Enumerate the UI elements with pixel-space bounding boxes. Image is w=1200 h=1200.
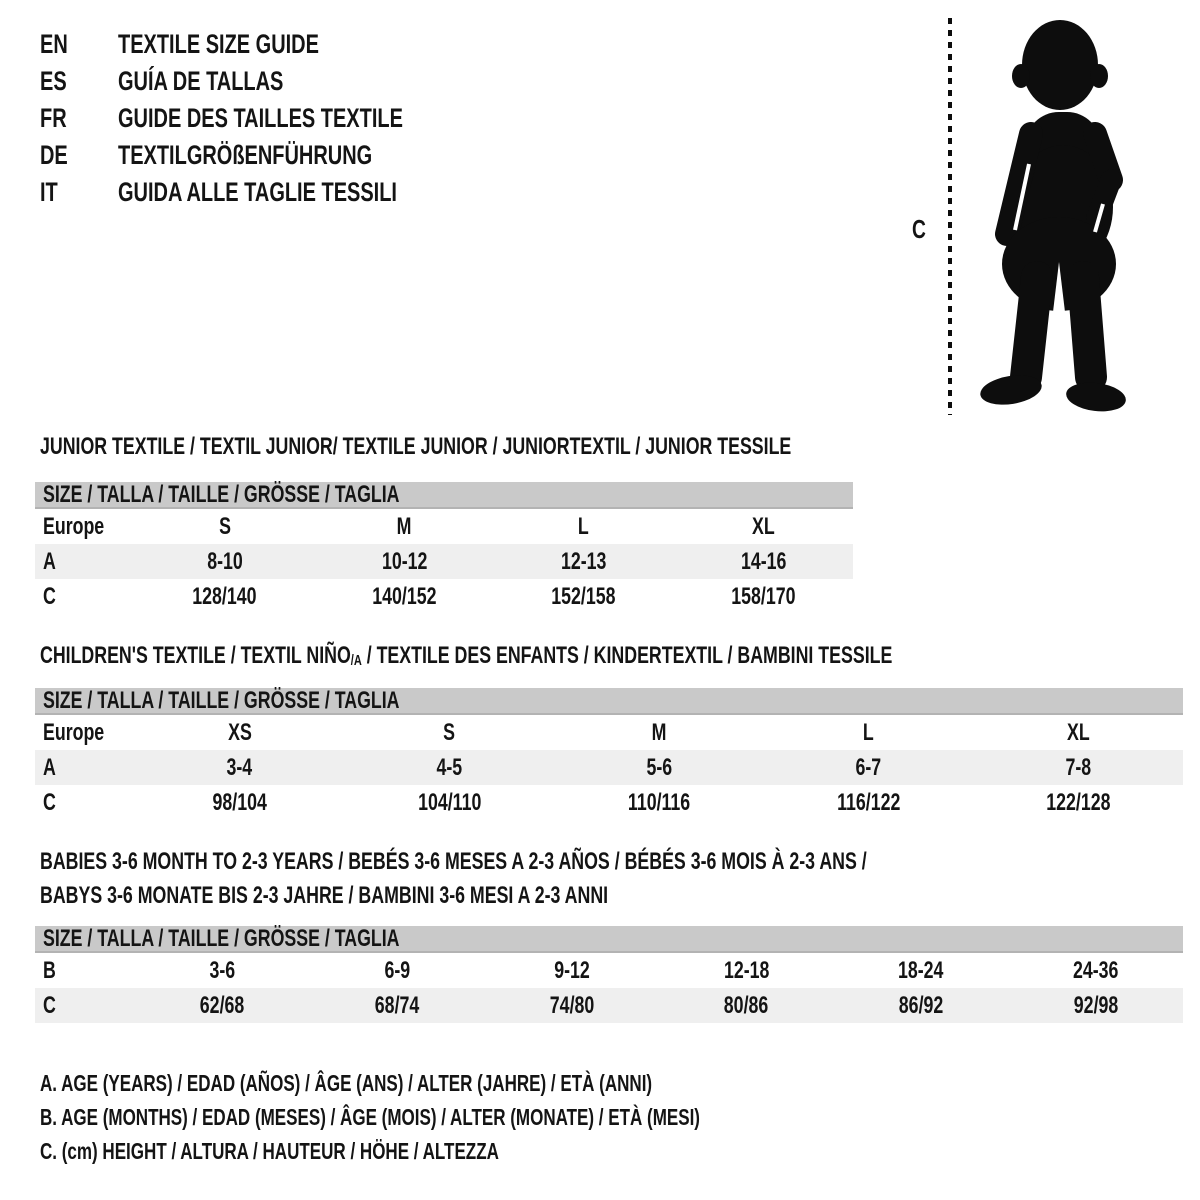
size-cell <box>135 789 345 817</box>
size-cell-text: 74/80 <box>549 991 594 1019</box>
size-cell-text: XS <box>227 718 252 746</box>
language-title-text: GUIDE DES TAILLES TEXTILE <box>118 103 403 133</box>
row-label-text: A <box>43 547 56 575</box>
row-label <box>35 583 135 611</box>
legend-line-b-text: B. AGE (MONTHS) / EDAD (MESES) / ÂGE (MOIS) / ALTER (MONATE) / ETÀ (MESI) <box>40 1103 700 1130</box>
legend-line-c-text: C. (cm) HEIGHT / ALTURA / HAUTEUR / HÖHE / ALTEZZA <box>40 1137 499 1164</box>
size-cell-text: 8-10 <box>206 547 243 575</box>
legend-line-b <box>40 1100 932 1134</box>
size-cell-text: L <box>863 718 874 746</box>
row-label-text: B <box>43 956 56 984</box>
babies-size-table <box>35 926 1183 1023</box>
language-title <box>118 140 462 171</box>
row-label <box>35 789 135 817</box>
size-cell-text: 80/86 <box>724 991 769 1019</box>
row-label <box>35 548 135 576</box>
size-row-age <box>35 750 1183 785</box>
children-size-table <box>35 688 1183 820</box>
size-header-text: SIZE / TALLA / TAILLE / GRÖSSE / TAGLIA <box>43 686 400 714</box>
size-cell <box>973 789 1183 817</box>
size-cell <box>345 719 555 747</box>
size-cell <box>554 754 764 782</box>
language-title <box>118 103 503 134</box>
language-row <box>40 174 503 211</box>
size-cell-text: 104/110 <box>417 788 482 816</box>
size-cell <box>494 583 674 611</box>
size-cell-text: 110/116 <box>627 788 691 816</box>
size-cell-text: 6-9 <box>384 956 410 984</box>
size-cell-text: 152/158 <box>551 582 616 610</box>
size-cell-text: 3-6 <box>209 956 236 984</box>
junior-section-heading <box>40 434 1055 460</box>
legend <box>40 1066 932 1168</box>
size-cell <box>484 992 659 1020</box>
children-heading-rest: / TEXTILE DES ENFANTS / KINDERTEXTIL / BAMBINI TESSILE <box>361 642 893 669</box>
junior-section-heading-text: JUNIOR TEXTILE / TEXTIL JUNIOR/ TEXTILE JUNIOR / JUNIORTEXTIL / JUNIOR TESSILE <box>40 433 792 460</box>
size-cell-text: 6-7 <box>855 753 882 781</box>
size-cell <box>834 992 1009 1020</box>
children-heading-sub: /A <box>350 652 362 669</box>
row-label <box>35 719 135 747</box>
height-label-text: C <box>912 214 926 244</box>
size-cell-text: M <box>396 512 412 540</box>
size-cell-text: 9-12 <box>553 956 590 984</box>
babies-heading-line1-text: BABIES 3-6 MONTH TO 2-3 YEARS / BEBÉS 3-6 MESES A 2-3 AÑOS / BÉBÉS 3-6 MOIS À 2-3 ANS / <box>40 848 867 875</box>
size-cell <box>674 548 854 576</box>
size-cell <box>345 754 555 782</box>
babies-heading-line2 <box>40 879 1157 913</box>
row-label-text: A <box>43 753 56 781</box>
size-cell-text: 140/152 <box>372 582 437 610</box>
children-heading-main: CHILDREN'S TEXTILE / TEXTIL NIÑO <box>40 642 351 669</box>
size-cell-text: 116/122 <box>836 788 901 816</box>
size-cell-text: 5-6 <box>646 753 672 781</box>
size-cell-text: M <box>651 718 667 746</box>
size-cell <box>659 957 834 985</box>
size-cell-text: 122/128 <box>1046 788 1111 816</box>
language-code-text: EN <box>40 29 68 59</box>
size-cell-text: 68/74 <box>374 991 420 1019</box>
size-cell <box>135 583 315 611</box>
language-code <box>40 177 118 208</box>
language-row <box>40 63 503 100</box>
language-code-text: DE <box>40 140 68 170</box>
size-row-europe <box>35 715 1183 750</box>
size-row-age <box>35 544 853 579</box>
size-cell <box>494 513 674 541</box>
language-title-text: GUÍA DE TALLAS <box>118 66 284 96</box>
size-cell <box>315 583 495 611</box>
size-cell <box>764 754 974 782</box>
size-cell-text: 4-5 <box>436 753 463 781</box>
size-cell <box>659 992 834 1020</box>
size-header-bar <box>35 482 853 509</box>
height-label <box>912 214 931 245</box>
size-cell-text: 92/98 <box>1073 991 1118 1019</box>
size-cell-text: S <box>218 512 231 540</box>
row-label <box>35 754 135 782</box>
children-section-heading-text <box>40 643 892 674</box>
legend-line-c <box>40 1134 932 1168</box>
size-cell <box>674 583 854 611</box>
size-cell-text: 3-4 <box>226 753 253 781</box>
size-cell <box>554 789 764 817</box>
size-cell <box>310 957 485 985</box>
size-cell <box>674 513 854 541</box>
size-header-bar <box>35 926 1183 953</box>
toddler-silhouette-icon <box>955 12 1140 417</box>
language-title-text: TEXTILGRÖßENFÜHRUNG <box>118 140 373 170</box>
babies-heading-line2-text: BABYS 3-6 MONATE BIS 2-3 JAHRE / BAMBINI 3-6 MESI A 2-3 ANNI <box>40 882 609 909</box>
legend-line-a <box>40 1066 932 1100</box>
junior-size-table <box>35 482 853 614</box>
size-cell <box>1008 957 1183 985</box>
size-cell <box>764 719 974 747</box>
size-header-text: SIZE / TALLA / TAILLE / GRÖSSE / TAGLIA <box>43 480 400 508</box>
size-cell <box>310 992 485 1020</box>
language-row <box>40 100 503 137</box>
language-title <box>118 177 495 208</box>
size-cell-text: 24-36 <box>1072 956 1119 984</box>
size-cell-text: 62/68 <box>200 991 245 1019</box>
size-row-height <box>35 579 853 614</box>
language-code-text: IT <box>40 177 58 207</box>
size-cell-text: L <box>578 512 590 540</box>
size-cell-text: 158/170 <box>731 582 796 610</box>
size-cell <box>345 789 555 817</box>
size-cell <box>1008 992 1183 1020</box>
row-label-text: C <box>43 582 56 610</box>
size-cell <box>135 548 315 576</box>
legend-line-a-text: A. AGE (YEARS) / EDAD (AÑOS) / ÂGE (ANS) / ALTER (JAHRE) / ETÀ (ANNI) <box>40 1069 653 1096</box>
language-code <box>40 103 118 134</box>
babies-section-heading <box>40 845 1157 913</box>
size-cell <box>315 548 495 576</box>
language-code <box>40 29 118 60</box>
size-cell <box>135 719 345 747</box>
size-cell <box>554 719 764 747</box>
size-cell <box>135 957 310 985</box>
language-row <box>40 137 503 174</box>
size-header-bar <box>35 688 1183 715</box>
language-row <box>40 26 503 63</box>
row-label <box>35 957 135 985</box>
language-title <box>118 29 390 60</box>
size-cell-text: 12-13 <box>561 547 607 575</box>
size-cell-text: 86/92 <box>898 991 944 1019</box>
language-title-text: GUIDA ALLE TAGLIE TESSILI <box>118 177 397 207</box>
size-row-height <box>35 988 1183 1023</box>
size-cell-text: S <box>443 718 456 746</box>
size-row-height <box>35 785 1183 820</box>
size-cell <box>834 957 1009 985</box>
size-row-europe <box>35 509 853 544</box>
size-cell <box>484 957 659 985</box>
size-cell-text: 10-12 <box>381 547 427 575</box>
size-cell <box>135 992 310 1020</box>
toddler-silhouette-figure <box>955 12 1140 417</box>
size-cell <box>135 513 315 541</box>
children-section-heading <box>40 643 1192 674</box>
size-cell <box>764 789 974 817</box>
row-label <box>35 992 135 1020</box>
height-dashed-line <box>948 18 952 415</box>
size-cell-text: 128/140 <box>192 582 257 610</box>
size-cell-text: XL <box>751 512 775 540</box>
size-row-age-months <box>35 953 1183 988</box>
row-label-text: Europe <box>43 512 105 540</box>
row-label <box>35 513 135 541</box>
size-cell <box>494 548 674 576</box>
size-cell-text: XL <box>1066 718 1090 746</box>
size-cell <box>973 719 1183 747</box>
size-cell-text: 7-8 <box>1065 753 1092 781</box>
language-code <box>40 140 118 171</box>
language-title-text: TEXTILE SIZE GUIDE <box>118 29 319 59</box>
size-cell-text: 12-18 <box>723 956 770 984</box>
row-label-text: Europe <box>43 718 105 746</box>
size-cell <box>315 513 495 541</box>
size-cell <box>973 754 1183 782</box>
babies-heading-line1 <box>40 845 1157 879</box>
language-code-text: FR <box>40 103 67 133</box>
size-header-text: SIZE / TALLA / TAILLE / GRÖSSE / TAGLIA <box>43 924 400 952</box>
language-title <box>118 66 342 97</box>
language-code-text: ES <box>40 66 67 96</box>
language-list <box>40 26 503 211</box>
size-cell-text: 14-16 <box>740 547 786 575</box>
size-cell <box>135 754 345 782</box>
language-code <box>40 66 118 97</box>
row-label-text: C <box>43 788 56 816</box>
size-cell-text: 98/104 <box>212 788 267 816</box>
size-cell-text: 18-24 <box>898 956 944 984</box>
row-label-text: C <box>43 991 56 1019</box>
